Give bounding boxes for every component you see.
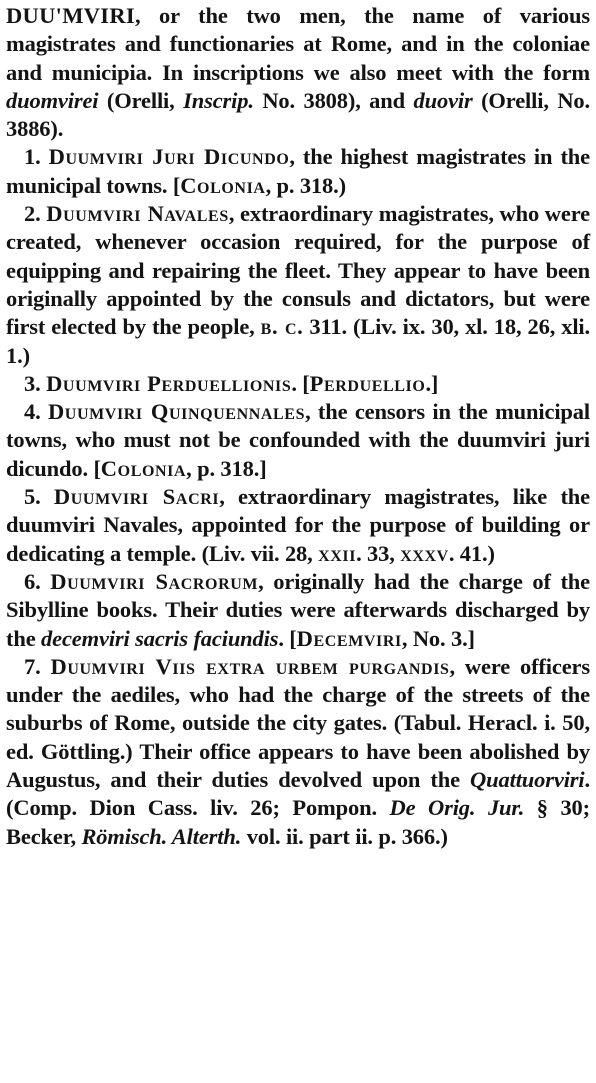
entry-text: . (Comp. Dion Cass. liv. 26; Pompon.: [6, 767, 590, 821]
subentry-title: Duumviri Navales: [46, 201, 229, 227]
subentry-number: 7.: [24, 653, 41, 679]
entry-text: . 41.): [448, 540, 495, 566]
subentry-title: Duumviri Sacri: [53, 484, 220, 510]
entry-text: , the highest magistrates in the municipal towns. [: [6, 144, 590, 198]
subentry-1: [6, 143, 590, 200]
subentry-3: [6, 370, 590, 398]
entry-text: .]: [425, 370, 439, 396]
subentry-7: [6, 653, 590, 851]
era-abbreviation: b. c.: [260, 314, 304, 340]
entry-text: 311. (Liv. ix. 30, xl. 18, 26, xli. 1.): [6, 314, 590, 368]
cross-reference: Colonia: [180, 172, 266, 198]
dictionary-page: [6, 2, 590, 851]
roman-numeral: xxxv: [400, 540, 449, 566]
entry-text: , p. 318.): [265, 172, 346, 198]
entry-text: vol. ii. part ii. p. 366.): [241, 823, 448, 849]
subentry-title: Duumviri Juri Dicundo: [48, 144, 290, 170]
entry-headword: DUU'MVIRI: [6, 3, 135, 28]
entry-text: § 30; Becker,: [6, 795, 590, 849]
subentry-6: [6, 568, 590, 653]
entry-text: (Orelli, No. 3886).: [6, 87, 590, 142]
entry-text: , extraordinary magistrates, like the duumviri Navales, appointed for the purpose of building or dedicating a temple. (Liv. vii. 28,: [6, 484, 590, 566]
roman-numeral: xxii: [318, 540, 357, 566]
subentry-number: 6.: [24, 568, 41, 594]
subentry-title: Duumviri Quinquennales: [47, 399, 306, 425]
subentry-number: 5.: [24, 484, 41, 510]
entry-italic: decemviri sacris faciundis: [41, 625, 279, 651]
subentry-4: [6, 398, 590, 483]
entry-text: . [: [278, 625, 297, 651]
entry-italic: Inscrip.: [183, 87, 254, 113]
entry-text: , or the two men, the name of various magistrates and functionaries at Rome, and in the coloniae and municipia. In inscriptions we also meet with the form: [6, 3, 590, 85]
entry-text: No. 3808), and: [253, 87, 414, 113]
cross-reference: Perduellio: [309, 370, 426, 396]
entry-italic: De Orig. Jur.: [389, 795, 525, 821]
subentry-number: 4.: [24, 399, 41, 425]
entry-italic: Römisch. Alterth.: [81, 823, 242, 849]
entry-italic: Quattuorviri: [470, 767, 585, 793]
subentry-number: 2.: [24, 201, 41, 227]
subentry-number: 3.: [24, 370, 41, 396]
entry-text: , extraordinary magistrates, who were created, whenever occasion required, for the purpose of equipping and repairing the fleet. They appear to have been originally appointed by the consuls and dictators, but were first elected by the people,: [6, 201, 590, 340]
subentry-number: 1.: [24, 144, 41, 170]
cross-reference: Colonia: [100, 455, 187, 481]
subentry-title: Duumviri Viis extra urbem purgandis: [50, 653, 450, 679]
entry-text: (Orelli,: [98, 87, 184, 113]
entry-text: , were officers under the aediles, who had the charge of the streets of the suburbs of Rome, outside the city gates. (Tabul. Heracl. i. 50, ed. Göttling.) Their office appears to have been abolished by Augustus, and their duties devolved upon the: [6, 653, 590, 793]
entry-text: . [: [291, 370, 310, 396]
entry-intro-paragraph: [6, 2, 590, 143]
entry-text: , No. 3.]: [401, 625, 475, 651]
entry-text: , originally had the charge of the Sibylline books. Their duties were afterwards discharged by the: [6, 568, 590, 651]
subentry-title: Duumviri Perduellionis: [46, 370, 292, 396]
entry-text: , the censors in the municipal towns, who must not be confounded with the duumviri juri dicundo. [: [6, 399, 590, 481]
entry-text: , p. 318.]: [186, 455, 267, 481]
cross-reference: Decemviri: [296, 625, 402, 651]
subentry-2: [6, 200, 590, 370]
subentry-title: Duumviri Sacrorum: [50, 568, 259, 594]
entry-italic: duovir: [413, 87, 473, 113]
entry-italic: duomvirei: [6, 87, 99, 113]
subentry-5: [6, 483, 590, 568]
entry-text: . 33,: [356, 540, 401, 566]
